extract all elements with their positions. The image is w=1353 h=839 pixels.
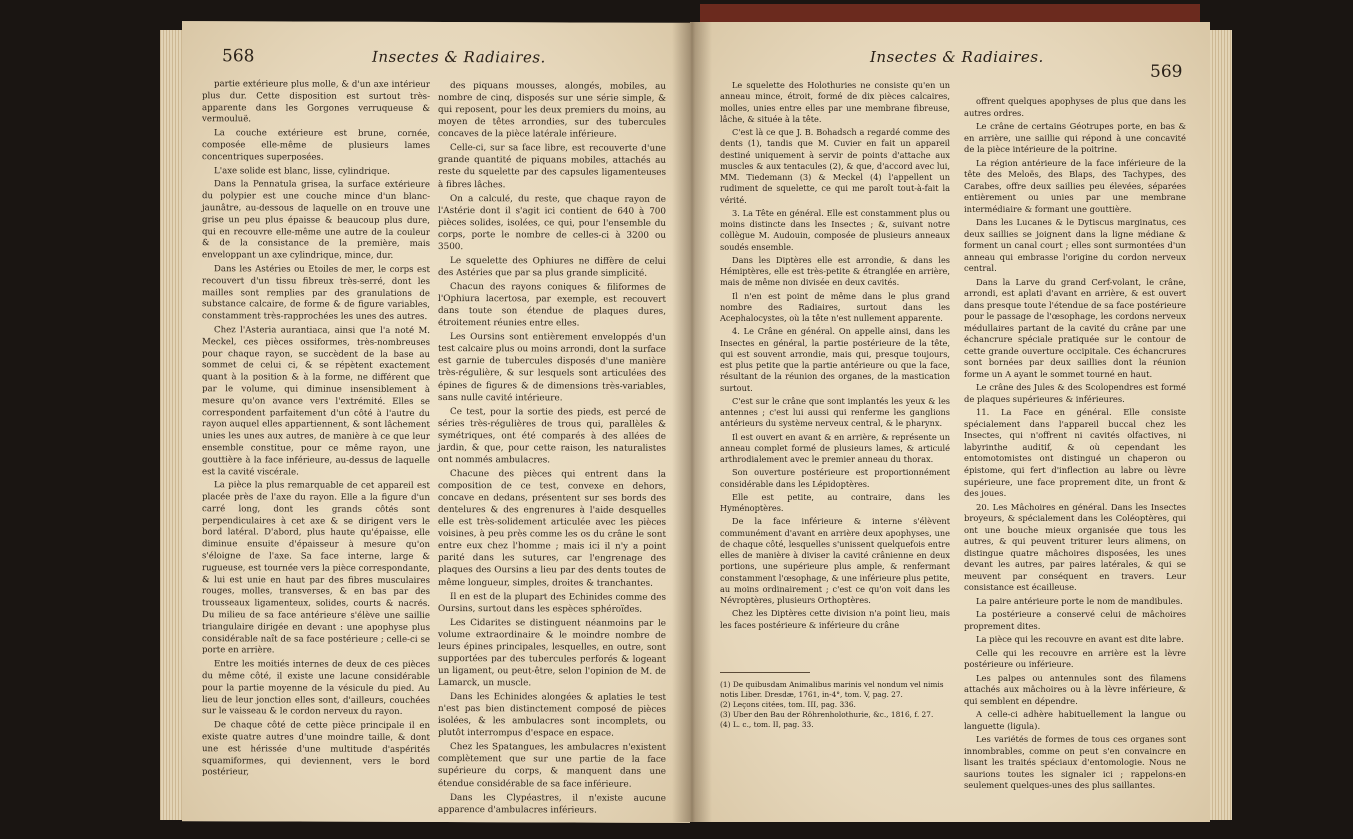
left-page	[182, 21, 690, 823]
paragraph: La région antérieure de la face inférieure de la tête des Meloës, des Blaps, des Tachypes, des Carabes, offre deux saillies peu élevées, séparées entièrement ou unies par une membrane intermédiaire & formant une gouttière.	[964, 157, 1186, 214]
paragraph: Chez l'Asteria aurantiaca, ainsi que l'a noté M. Meckel, ces pièces ossiformes, très-nombreuses pour chaque rayon, se succèdent de la base au sommet de celui ci, & se répètent exactement quant à la position & à la forme, ne différent que par le volume, qui diminue insensiblement à mesure qu'on avance vers l'extrémité. Elles se correspondent parfaitement d'un côté à l'autre du rayon auquel elles appartiennent, & sont lâchement unies les unes aux autres, de manière à ce que leur ensemble constitue, pour ce même rayon, une gouttière à la face inférieure, au-dessus de laquelle est la cavité viscérale.	[202, 325, 430, 478]
paragraph: Le squelette des Ophiures ne diffère de celui des Astéries que par sa plus grande simplicité.	[438, 255, 666, 279]
footnotes	[720, 680, 950, 730]
paragraph: De la face inférieure & interne s'élèvent communément d'avant en arrière deux apophyses, une de chaque côté, lesquelles s'unissent quelquefois entre elles de manière à diviser la cavité crânienne en deux portions, une supérieure plus ample, & renfermant constamment l'œsophage, & une inférieure plus petite, au moins ordinairement ; c'est ce qu'on voit dans les Névroptères, plusieurs Orthoptères.	[720, 516, 950, 605]
paragraph: Dans la Larve du grand Cerf-volant, le crâne, arrondi, est aplati d'avant en arrière, & est ouvert dans presque toute l'étendue de sa face postérieure pour le passage de l'œsophage, les cordons nerveux médullaires partant de la cavité du crâne par une échancrure spéciale pratiquée sur le contour de cette grande ouverture occipitale. Ces échancrures sont bornées par deux saillies dont la réunion forme un A ayant le sommet tourné en haut.	[964, 276, 1186, 379]
right-running-head: Insectes & Radiaires.	[870, 48, 1044, 66]
paragraph: partie extérieure plus molle, & d'un axe intérieur plus dur. Cette disposition est surtout très-apparente dans les Gorgones verruqueuse & vermouluë.	[202, 79, 430, 125]
paragraph: 20. Les Mâchoires en général. Dans les Insectes broyeurs, & spécialement dans les Coléoptères, qui ont une bouche mieux organisée que tous les autres, & qui peuvent triturer leurs alimens, on distingue quatre mâchoires disposées, les unes devant les autres, par paires latérales, & qui se meuvent par conséquent en travers. Leur consistance est écailleuse.	[964, 501, 1186, 593]
paragraph: Dans la Pennatula grisea, la surface extérieure du polypier est une couche mince d'un blanc-jaunâtre, au-dessous de laquelle on en trouve une grise un peu plus épaisse & beaucoup plus dure, qui en recouvre elle-même une autre de la couleur & de la consistance de la première, mais enveloppant un axe cylindrique, mince, dur.	[202, 179, 430, 262]
paragraph: Dans les Lucanes & le Dytiscus marginatus, ces deux saillies se joignent dans la ligne médiane & forment un canal court ; elles sont surmontées d'un anneau qui embrasse l'origine du cordon nerveux central.	[964, 217, 1186, 274]
paragraph: La postérieure a conservé celui de mâchoires proprement dites.	[964, 609, 1186, 631]
left-running-head: Insectes & Radiaires.	[372, 47, 546, 67]
paragraph: Il est ouvert en avant & en arrière, & représente un anneau complet formé de plusieurs lames, & articulé arthrodialement avec le premier anneau du thorax.	[720, 431, 950, 464]
footnote: (3) Uber den Bau der Röhrenholothurie, &c., 1816, f. 27.	[720, 710, 934, 719]
paragraph: La paire antérieure porte le nom de mandibules.	[976, 595, 1183, 606]
right-column-2	[964, 96, 1186, 794]
paragraph: Chez les Spatangues, les ambulacres n'existent complètement que sur une partie de la face supérieure du corps, & manquent dans une étendue considérable de sa face inférieure.	[438, 742, 666, 790]
paragraph: Les Oursins sont entièrement enveloppés d'un test calcaire plus ou moins arrondi, dont la surface est garnie de tubercules disposés d'une manière très-régulière, & sur lesquels sont articulées des épines de figures & de dimensions très-variables, sans nulle cavité intérieure.	[438, 332, 666, 404]
paragraph: La couche extérieure est brune, cornée, composée elle-même de plusieurs lames concentriques superposées.	[202, 128, 430, 163]
left-column-1	[202, 79, 430, 782]
paragraph: Chacune des pièces qui entrent dans la composition de ce test, convexe en dehors, concave en dedans, présentent sur ses bords des dentelures & des engrenures à l'aide desquelles elle est très-solidement articulée avec les pièces voisines, à peu près comme les os du crâne le sont entre eux chez l'homme ; mais ici il n'y a point parité dans les sutures, car l'engrenage des plaques des Oursins a lieu par des dents toutes de même longueur, simples, droites & tranchantes.	[438, 468, 666, 589]
paragraph: Son ouverture postérieure est proportionnément considérable dans les Lépidoptères.	[720, 467, 950, 489]
book-gutter	[672, 22, 712, 822]
paragraph: Celle qui les recouvre en arrière est la lèvre postérieure ou inférieure.	[964, 647, 1186, 670]
book-binding	[700, 4, 1200, 22]
paragraph: A celle-ci adhère habituellement la langue ou languette (ligula).	[964, 709, 1186, 731]
paragraph: C'est sur le crâne que sont implantés les yeux & les antennes ; c'est lui aussi qui renferme les ganglions antérieurs du système nerveux central, & le pharynx.	[720, 395, 950, 429]
paragraph: 11. La Face en général. Elle consiste spécialement dans l'appareil buccal chez les Insectes, qui n'offrent ni cavités olfactives, ni labyrinthe auditif, & où cependant les entomotomistes ont distingué un chaperon ou épistome, qui fert d'inflection au labre ou lèvre supérieure, une face proprement dite, un front & des joues.	[964, 407, 1186, 499]
right-page	[690, 22, 1210, 822]
paragraph: Dans les Echinides alongées & aplaties le test n'est pas bien distinctement composé de pièces isolées, & les ambulacres sont incomplets, ou plutôt interrompus d'espace en espace.	[438, 692, 666, 739]
footnote-rule	[720, 672, 810, 673]
paragraph: Chez les Diptères cette division n'a point lieu, mais les faces postérieure & inférieure du crâne	[720, 608, 950, 630]
paragraph: Le crâne de certains Géotrupes porte, en bas & en arrière, une saillie qui répond à une concavité de la pièce intérieure de la poitrine.	[964, 121, 1186, 155]
footnote: (4) L. c., tom. II, pag. 33.	[720, 720, 814, 729]
paragraph: offrent quelques apophyses de plus que dans les autres ordres.	[964, 96, 1186, 118]
paragraph: Celle-ci, sur sa face libre, est recouverte d'une grande quantité de piquans mobiles, attachés au reste du squelette par des capsules ligamenteuses à fibres lâches.	[438, 143, 666, 190]
paragraph: Dans les Clypéastres, il n'existe aucune apparence d'ambulacres inférieurs.	[438, 792, 666, 816]
paragraph: Il n'en est point de même dans le plus grand nombre des Radiaires, surtout dans les Acephalocystes, où la tête n'est nullement apparente.	[720, 290, 950, 323]
paragraph: 4. Le Crâne en général. On appelle ainsi, dans les Insectes en général, la partie postérieure de la tête, qui est souvent arrondie, mais qui, presque toujours, est plus petite que la partie antérieure ou que la face, résultant de la réunion des organes, de la mastication surtout.	[720, 326, 950, 393]
paragraph: Dans les Diptères elle est arrondie, & dans les Hémiptères, elle est très-petite & étranglée en arrière, mais de même non divisée en deux cavités.	[720, 254, 950, 288]
paragraph: De chaque côté de cette pièce principale il en existe quatre autres d'une moindre taille, & dont une est hérissée d'une multitude d'aspérités squamiformes, qui deviennent, vers le bord postérieur,	[202, 720, 430, 778]
paragraph: Ce test, pour la sortie des pieds, est percé de séries très-régulières de trous qui, parallèles & symétriques, ont été comparés à des allées de jardin, & que, pour cette raison, les naturalistes ont nommés ambulacres.	[438, 406, 666, 466]
right-page-edges	[1210, 30, 1232, 820]
paragraph: Il en est de la plupart des Echinides comme des Oursins, surtout dans les espèces sphéroïdes.	[438, 591, 666, 615]
paragraph: Les Cidarites se distinguent néanmoins par le volume extraordinaire & le moindre nombre de leurs épines principales, lesquelles, en outre, sont supportées par des tubercules perforés & logeant un ligament, ou peut-être, selon l'opinion de M. de Lamarck, un muscle.	[438, 617, 666, 689]
paragraph: L'axe solide est blanc, lisse, cylindrique.	[214, 165, 390, 177]
left-column-2	[438, 80, 666, 818]
paragraph: des piquans mousses, alongés, mobiles, au nombre de cinq, disposés sur une série simple, & qui reposent, pour les deux premiers du moins, au moyen de têtes arrondies, sur des tubercules concaves de la pièce latérale inférieure.	[438, 81, 666, 140]
paragraph: Le squelette des Holothuries ne consiste qu'en un anneau mince, étroit, formé de dix pièces calcaires, molles, unies entre elles par une membrane fibreuse, lâche, & située à la tête.	[720, 80, 950, 124]
footnote: (2) Leçons citées, tom. III, pag. 336.	[720, 700, 856, 709]
paragraph: Elle est petite, au contraire, dans les Hyménoptères.	[720, 491, 950, 513]
paragraph: Entre les moitiés internes de deux de ces pièces du même côté, il existe une lacune considérable pour la partie moyenne de la vésicule du pied. Au lieu de leur jonction elles sont, d'ailleurs, couchées sur le vaisseau & le cordon nerveux du rayon.	[202, 659, 430, 718]
right-column-1	[720, 80, 950, 633]
right-page-number: 569	[1150, 62, 1183, 82]
paragraph: La pièce qui les recouvre en avant est dite labre.	[976, 634, 1184, 645]
paragraph: Les variétés de formes de tous ces organes sont innombrables, comme on peut s'en convaincre en lisant les traités spéciaux d'entomologie. Nous ne saurions toutes les signaler ici ; rappelons-en seulement quelques-unes des plus saillantes.	[964, 734, 1186, 791]
paragraph: 3. La Tête en général. Elle est constamment plus ou moins distincte dans les Insectes ; &, suivant notre collègue M. Audouin, composée de plusieurs anneaux soudés ensemble.	[720, 207, 950, 252]
paragraph: La pièce la plus remarquable de cet appareil est placée près de l'axe du rayon. Elle a la figure d'un carré long, dont les grands côtés sont perpendiculaires à cet axe & se dirigent vers le bord latéral. D'abord, plus haute qu'épaisse, elle diminue ensuite d'épaisseur à mesure qu'on s'éloigne de l'axe. Sa face interne, large & rugueuse, est tournée vers la pièce correspondante, & lui est unie en haut par des fibres musculaires rouges, molles, transverses, & en bas par des trousseaux ligamenteux, solides, courts & nacrés. Du milieu de sa face antérieure s'élève une saillie triangulaire dirigée en devant : une apophyse plus considérable naît de sa face postérieure ; celle-ci se porte en arrière.	[202, 480, 430, 656]
paragraph: Dans les Astéries ou Etoiles de mer, le corps est recouvert d'un tissu fibreux très-serré, dont les mailles sont remplies par des granulations de substance calcaire, de forme & de figure variables, constamment très-rapprochées les unes des autres.	[202, 264, 430, 323]
left-page-number: 568	[222, 46, 255, 67]
paragraph: C'est là ce que J. B. Bohadsch a regardé comme des dents (1), tandis que M. Cuvier en fait un appareil destiné uniquement à servir de points d'attache aux muscles & aux tentacules (2), & que, d'accord avec lui, MM. Tiedemann (3) & Meckel (4) l'appellent un rudiment de squelette, ce qui me paroît tout-à-fait la vérité.	[720, 127, 950, 205]
paragraph: Chacun des rayons coniques & filiformes de l'Ophiura lacertosa, par exemple, est recouvert dans toute son étendue de plaques dures, étroitement réunies entre elles.	[438, 282, 666, 329]
paragraph: Les palpes ou antennules sont des filamens attachés aux mâchoires ou à la lèvre inférieure, & qui semblent en dépendre.	[964, 672, 1186, 706]
paragraph: Le crâne des Jules & des Scolopendres est formé de plaques supérieures & inférieures.	[964, 382, 1186, 404]
footnote: (1) De quibusdam Animalibus marinis vel nondum vel nimis notis Liber. Dresdæ, 1761, in-4°, tom. V, pag. 27.	[720, 680, 944, 699]
paragraph: On a calculé, du reste, que chaque rayon de l'Astérie dont il s'agit ici contient de 640 à 700 pièces solides, isolées, ce qui, pour l'ensemble du corps, porte le nombre de celles-ci à 3200 ou 3500.	[438, 193, 666, 252]
left-page-edges	[160, 30, 182, 820]
